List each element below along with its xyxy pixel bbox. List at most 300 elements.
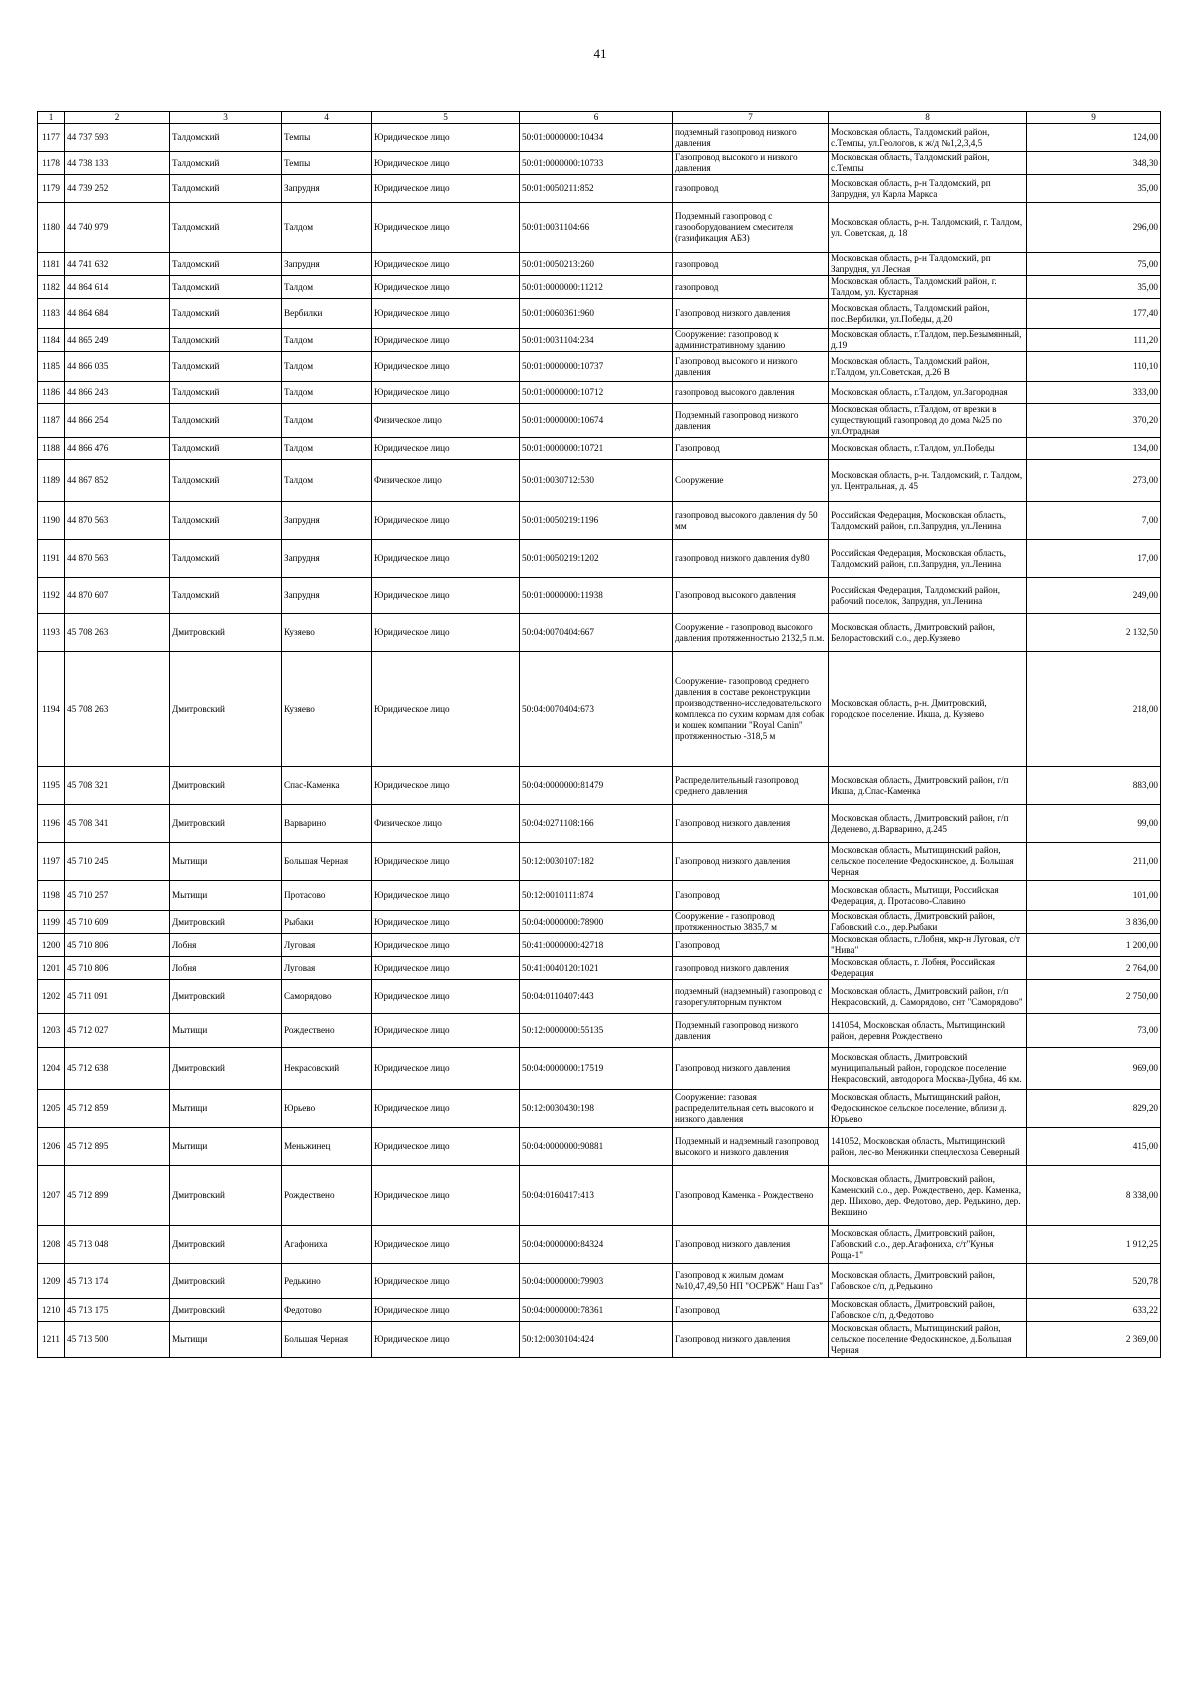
object-code: 44 866 035 [65,352,170,382]
object-code: 45 710 257 [65,881,170,911]
column-header: 9 [1027,112,1161,124]
row-number: 1183 [38,299,65,329]
object-code: 45 712 895 [65,1128,170,1166]
row-number: 1179 [38,175,65,203]
object-description: Подземный газопровод низкого давления [673,1014,829,1048]
object-code: 44 867 852 [65,460,170,502]
district: Талдомский [170,404,282,438]
district: Талдомский [170,460,282,502]
locality: Вербилки [282,299,372,329]
address: Московская область, р-н. Талдомский, г. Талдом, ул. Центральная, д. 45 [829,460,1027,502]
district: Талдомский [170,253,282,276]
locality: Запрудня [282,175,372,203]
table-row [38,152,1161,175]
address: Российская Федерация, Московская область, Талдомский район, г.п.Запрудня, ул.Ленина [829,502,1027,540]
row-number: 1181 [38,253,65,276]
address: Московская область, Мытищинский район, Федоскинское сельское поселение, вблизи д. Юрьево [829,1090,1027,1128]
object-code: 45 712 638 [65,1048,170,1090]
locality: Спас-Каменка [282,767,372,805]
object-code: 45 710 806 [65,934,170,957]
object-description: Газопровод высокого и низкого давления [673,152,829,175]
district: Талдомский [170,382,282,404]
district: Лобня [170,934,282,957]
length-value: 7,00 [1027,502,1161,540]
locality: Темпы [282,124,372,152]
cadastral-number: 50:01:0050219:1202 [520,540,673,578]
district: Дмитровский [170,614,282,652]
length-value: 2 750,00 [1027,980,1161,1014]
table-row [38,980,1161,1014]
table-row [38,1322,1161,1358]
row-number: 1190 [38,502,65,540]
locality: Талдом [282,329,372,352]
district: Дмитровский [170,767,282,805]
row-number: 1184 [38,329,65,352]
cadastral-number: 50:04:0000000:90881 [520,1128,673,1166]
row-number: 1207 [38,1166,65,1226]
table-row [38,1090,1161,1128]
address: 141054, Московская область, Мытищинский район, деревня Рождествено [829,1014,1027,1048]
object-description: Газопровод [673,1299,829,1322]
table-row [38,382,1161,404]
district: Мытищи [170,881,282,911]
locality: Талдом [282,382,372,404]
owner-type: Юридическое лицо [372,578,520,614]
address: Московская область, Талдомский район, с.Темпы, ул.Геологов, к ж/д №1,2,3,4,5 [829,124,1027,152]
object-description: Газопровод к жилым домам №10,47,49,50 НП "ОСРБЖ" Наш Газ" [673,1264,829,1299]
cadastral-number: 50:01:0030712:530 [520,460,673,502]
district: Мытищи [170,1128,282,1166]
object-description: подземный (надземный) газопровод с газорегуляторным пунктом [673,980,829,1014]
locality: Большая Черная [282,843,372,881]
table-row [38,767,1161,805]
row-number: 1182 [38,276,65,299]
cadastral-number: 50:04:0070404:673 [520,652,673,767]
cadastral-number: 50:12:0030430:198 [520,1090,673,1128]
row-number: 1194 [38,652,65,767]
locality: Большая Черная [282,1322,372,1358]
object-code: 45 712 899 [65,1166,170,1226]
column-header: 4 [282,112,372,124]
length-value: 3 836,00 [1027,911,1161,934]
locality: Луговая [282,934,372,957]
object-code: 45 712 027 [65,1014,170,1048]
owner-type: Юридическое лицо [372,767,520,805]
table-row [38,934,1161,957]
cadastral-number: 50:01:0000000:10737 [520,352,673,382]
object-description: Сооружение: газовая распределительная сеть высокого и низкого давления [673,1090,829,1128]
length-value: 35,00 [1027,175,1161,203]
address: Московская область, г.Лобня, мкр-н Луговая, с/т "Нива" [829,934,1027,957]
cadastral-number: 50:04:0000000:17519 [520,1048,673,1090]
object-code: 45 712 859 [65,1090,170,1128]
length-value: 1 912,25 [1027,1226,1161,1264]
row-number: 1210 [38,1299,65,1322]
row-number: 1191 [38,540,65,578]
table-row [38,460,1161,502]
owner-type: Физическое лицо [372,805,520,843]
length-value: 633,22 [1027,1299,1161,1322]
locality: Темпы [282,152,372,175]
owner-type: Юридическое лицо [372,438,520,460]
object-description: Сооружение- газопровод среднего давления в составе реконструкции производственно-исследовательского комплекса по сухим кормам для собак и кошек компании "Royal Canin" протяженностью -318,5 м [673,652,829,767]
object-description: Сооружение [673,460,829,502]
row-number: 1177 [38,124,65,152]
length-value: 110,10 [1027,352,1161,382]
locality: Талдом [282,404,372,438]
district: Талдомский [170,502,282,540]
table-row [38,1264,1161,1299]
owner-type: Юридическое лицо [372,175,520,203]
locality: Талдом [282,352,372,382]
object-code: 44 864 614 [65,276,170,299]
column-header: 2 [65,112,170,124]
table-row [38,843,1161,881]
address: Московская область, Талдомский район, пос.Вербилки, ул.Победы, д.20 [829,299,1027,329]
object-description: газопровод [673,276,829,299]
address: Московская область, Дмитровский район, Белорастовский с.о., дер.Кузяево [829,614,1027,652]
object-code: 44 870 563 [65,502,170,540]
locality: Кузяево [282,652,372,767]
object-code: 45 711 091 [65,980,170,1014]
locality: Запрудня [282,578,372,614]
cadastral-number: 50:01:0000000:10721 [520,438,673,460]
address: Московская область, г. Лобня, Российская Федерация [829,957,1027,980]
address: Московская область, Дмитровский район, г/п Некрасовский, д. Саморядово, снт "Саморядово" [829,980,1027,1014]
locality: Запрудня [282,253,372,276]
locality: Талдом [282,460,372,502]
owner-type: Юридическое лицо [372,1264,520,1299]
locality: Юрьево [282,1090,372,1128]
address: Московская область, р-н Талдомский, рп Запрудня, ул Лесная [829,253,1027,276]
row-number: 1196 [38,805,65,843]
district: Дмитровский [170,1048,282,1090]
object-code: 44 741 632 [65,253,170,276]
cadastral-number: 50:01:0050219:1196 [520,502,673,540]
object-description: Сооружение - газопровод высокого давления протяженностью 2132,5 п.м. [673,614,829,652]
row-number: 1186 [38,382,65,404]
table-row [38,652,1161,767]
table-row [38,1014,1161,1048]
length-value: 273,00 [1027,460,1161,502]
cadastral-number: 50:04:0000000:78900 [520,911,673,934]
cadastral-number: 50:04:0000000:84324 [520,1226,673,1264]
object-description: Подземный газопровод с газооборудованием смесителя (газификация АБЗ) [673,203,829,253]
cadastral-number: 50:01:0060361:960 [520,299,673,329]
locality: Запрудня [282,502,372,540]
cadastral-number: 50:41:0000000:42718 [520,934,673,957]
owner-type: Юридическое лицо [372,540,520,578]
row-number: 1193 [38,614,65,652]
object-code: 45 708 321 [65,767,170,805]
cadastral-number: 50:12:0030107:182 [520,843,673,881]
cadastral-number: 50:01:0000000:10674 [520,404,673,438]
cadastral-number: 50:41:0040120:1021 [520,957,673,980]
district: Лобня [170,957,282,980]
length-value: 2 132,50 [1027,614,1161,652]
table-row [38,957,1161,980]
table-row [38,329,1161,352]
object-description: Газопровод низкого давления [673,1048,829,1090]
table-row [38,502,1161,540]
object-description: газопровод высокого давления dу 50 мм [673,502,829,540]
length-value: 520,78 [1027,1264,1161,1299]
table-row [38,1128,1161,1166]
cadastral-number: 50:04:0271108:166 [520,805,673,843]
owner-type: Юридическое лицо [372,1226,520,1264]
owner-type: Юридическое лицо [372,352,520,382]
address: Московская область, Дмитровский район, Каменский с.о., дер. Рождествено, дер. Каменка, дер. Шихово, дер. Федотово, дер. Редькино, дер. Векшино [829,1166,1027,1226]
owner-type: Юридическое лицо [372,502,520,540]
owner-type: Юридическое лицо [372,957,520,980]
locality: Талдом [282,276,372,299]
row-number: 1203 [38,1014,65,1048]
length-value: 969,00 [1027,1048,1161,1090]
address: Российская Федерация, Талдомский район, рабочий поселок, Запрудня, ул.Ленина [829,578,1027,614]
object-description: газопровод [673,253,829,276]
length-value: 101,00 [1027,881,1161,911]
object-code: 44 870 563 [65,540,170,578]
object-code: 44 739 252 [65,175,170,203]
table-row [38,1226,1161,1264]
district: Талдомский [170,578,282,614]
address: Московская область, Дмитровский район, Габовское с/п, д.Редькино [829,1264,1027,1299]
column-header: 7 [673,112,829,124]
row-number: 1195 [38,767,65,805]
owner-type: Юридическое лицо [372,881,520,911]
object-description: Газопровод [673,934,829,957]
district: Мытищи [170,1090,282,1128]
table-row [38,203,1161,253]
owner-type: Юридическое лицо [372,911,520,934]
district: Талдомский [170,276,282,299]
address: Московская область, Дмитровский район, г/п Икша, д.Спас-Каменка [829,767,1027,805]
address: Московская область, р-н Талдомский, рп Запрудня, ул Карла Маркса [829,175,1027,203]
length-value: 249,00 [1027,578,1161,614]
district: Дмитровский [170,1226,282,1264]
object-code: 44 866 476 [65,438,170,460]
length-value: 1 200,00 [1027,934,1161,957]
district: Талдомский [170,352,282,382]
address: Московская область, Талдомский район, г. Талдом, ул. Кустарная [829,276,1027,299]
locality: Луговая [282,957,372,980]
locality: Агафониха [282,1226,372,1264]
owner-type: Юридическое лицо [372,980,520,1014]
district: Дмитровский [170,911,282,934]
row-number: 1206 [38,1128,65,1166]
table-row [38,614,1161,652]
object-description: Сооружение - газопровод протяженностью 3835,7 м [673,911,829,934]
address: Московская область, г.Талдом, ул.Загородная [829,382,1027,404]
table-row [38,299,1161,329]
column-header: 6 [520,112,673,124]
address: Российская Федерация, Московская область, Талдомский район, г.п.Запрудня, ул.Ленина [829,540,1027,578]
locality: Протасово [282,881,372,911]
table-row [38,1299,1161,1322]
address: Московская область, Мытищи, Российская Федерация, д. Протасово-Славино [829,881,1027,911]
table-row [38,438,1161,460]
length-value: 348,30 [1027,152,1161,175]
owner-type: Юридическое лицо [372,152,520,175]
object-description: Газопровод низкого давления [673,1322,829,1358]
object-description: Газопровод Каменка - Рождествено [673,1166,829,1226]
row-number: 1198 [38,881,65,911]
cadastral-number: 50:01:0000000:10733 [520,152,673,175]
cadastral-number: 50:01:0000000:10434 [520,124,673,152]
cadastral-number: 50:12:0010111:874 [520,881,673,911]
locality: Талдом [282,203,372,253]
object-description: газопровод высокого давления [673,382,829,404]
column-header: 5 [372,112,520,124]
cadastral-number: 50:01:0050213:260 [520,253,673,276]
owner-type: Юридическое лицо [372,203,520,253]
address: Московская область, г.Талдом, пер.Безымянный, д.19 [829,329,1027,352]
district: Талдомский [170,329,282,352]
row-number: 1211 [38,1322,65,1358]
district: Талдомский [170,124,282,152]
object-code: 44 740 979 [65,203,170,253]
table-row [38,276,1161,299]
row-number: 1188 [38,438,65,460]
locality: Рождествено [282,1014,372,1048]
object-code: 45 708 263 [65,614,170,652]
owner-type: Юридическое лицо [372,1166,520,1226]
locality: Некрасовский [282,1048,372,1090]
cadastral-number: 50:01:0031104:66 [520,203,673,253]
owner-type: Юридическое лицо [372,614,520,652]
object-code: 45 708 341 [65,805,170,843]
cadastral-number: 50:04:0000000:79903 [520,1264,673,1299]
owner-type: Юридическое лицо [372,253,520,276]
object-code: 45 713 500 [65,1322,170,1358]
length-value: 134,00 [1027,438,1161,460]
length-value: 333,00 [1027,382,1161,404]
object-description: Газопровод высокого давления [673,578,829,614]
object-code: 45 710 609 [65,911,170,934]
length-value: 370,20 [1027,404,1161,438]
cadastral-number: 50:04:0110407:443 [520,980,673,1014]
address: Московская область, Талдомский район, г.Талдом, ул.Советская, д.26 В [829,352,1027,382]
cadastral-number: 50:01:0031104:234 [520,329,673,352]
page-number: 41 [593,46,607,61]
object-code: 44 737 593 [65,124,170,152]
object-description: Газопровод низкого давления [673,299,829,329]
row-number: 1192 [38,578,65,614]
table-row [38,352,1161,382]
cadastral-number: 50:04:0000000:81479 [520,767,673,805]
address: Московская область, Дмитровский район, Габовское с/п, д.Федотово [829,1299,1027,1322]
cadastral-number: 50:04:0000000:78361 [520,1299,673,1322]
row-number: 1197 [38,843,65,881]
object-code: 45 713 175 [65,1299,170,1322]
district: Талдомский [170,203,282,253]
address: Московская область, Мытищинский район, сельское поселение Федоскинское, д.Большая Черная [829,1322,1027,1358]
length-value: 415,00 [1027,1128,1161,1166]
row-number: 1200 [38,934,65,957]
length-value: 829,20 [1027,1090,1161,1128]
owner-type: Юридическое лицо [372,1128,520,1166]
object-code: 45 713 174 [65,1264,170,1299]
district: Дмитровский [170,1299,282,1322]
table-row [38,1048,1161,1090]
district: Дмитровский [170,980,282,1014]
column-header: 8 [829,112,1027,124]
locality: Меньжинец [282,1128,372,1166]
district: Талдомский [170,152,282,175]
district: Мытищи [170,1322,282,1358]
object-description: Подземный газопровод низкого давления [673,404,829,438]
district: Мытищи [170,1014,282,1048]
district: Талдомский [170,175,282,203]
length-value: 99,00 [1027,805,1161,843]
length-value: 35,00 [1027,276,1161,299]
object-description: Газопровод низкого давления [673,1226,829,1264]
address: Московская область, Мытищинский район, сельское поселение Федоскинское, д. Большая Черная [829,843,1027,881]
locality: Редькино [282,1264,372,1299]
object-code: 44 865 249 [65,329,170,352]
object-code: 45 710 245 [65,843,170,881]
district: Талдомский [170,299,282,329]
length-value: 73,00 [1027,1014,1161,1048]
cadastral-number: 50:01:0050211:852 [520,175,673,203]
cadastral-number: 50:12:0030104:424 [520,1322,673,1358]
address: Московская область, Дмитровский муниципальный район, городское поселение Некрасовский, автодорога Москва-Дубна, 46 км. [829,1048,1027,1090]
locality: Варварино [282,805,372,843]
table-row [38,253,1161,276]
object-code: 45 708 263 [65,652,170,767]
row-number: 1187 [38,404,65,438]
row-number: 1204 [38,1048,65,1090]
length-value: 2 764,00 [1027,957,1161,980]
row-number: 1199 [38,911,65,934]
object-description: газопровод [673,175,829,203]
owner-type: Юридическое лицо [372,843,520,881]
object-code: 44 864 684 [65,299,170,329]
object-description: Газопровод низкого давления [673,843,829,881]
object-code: 44 870 607 [65,578,170,614]
table-row [38,124,1161,152]
owner-type: Юридическое лицо [372,124,520,152]
object-description: Газопровод [673,438,829,460]
length-value: 2 369,00 [1027,1322,1161,1358]
object-code: 44 738 133 [65,152,170,175]
cadastral-number: 50:12:0000000:55135 [520,1014,673,1048]
object-description: Распределительный газопровод среднего давления [673,767,829,805]
object-description: Сооружение: газопровод к административному зданию [673,329,829,352]
address: 141052, Московская область, Мытищинский район, лес-во Менжинки спецлесхоза Северный [829,1128,1027,1166]
locality: Талдом [282,438,372,460]
row-number: 1180 [38,203,65,253]
district: Дмитровский [170,1264,282,1299]
row-number: 1178 [38,152,65,175]
object-code: 44 866 243 [65,382,170,404]
owner-type: Юридическое лицо [372,382,520,404]
length-value: 218,00 [1027,652,1161,767]
table-row [38,404,1161,438]
owner-type: Юридическое лицо [372,1014,520,1048]
owner-type: Физическое лицо [372,460,520,502]
table-row [38,578,1161,614]
row-number: 1202 [38,980,65,1014]
district: Мытищи [170,843,282,881]
locality: Рождествено [282,1166,372,1226]
owner-type: Юридическое лицо [372,1048,520,1090]
table-row [38,881,1161,911]
locality: Запрудня [282,540,372,578]
address: Московская область, р-н. Талдомский, г. Талдом, ул. Советская, д. 18 [829,203,1027,253]
owner-type: Юридическое лицо [372,934,520,957]
table-row [38,805,1161,843]
